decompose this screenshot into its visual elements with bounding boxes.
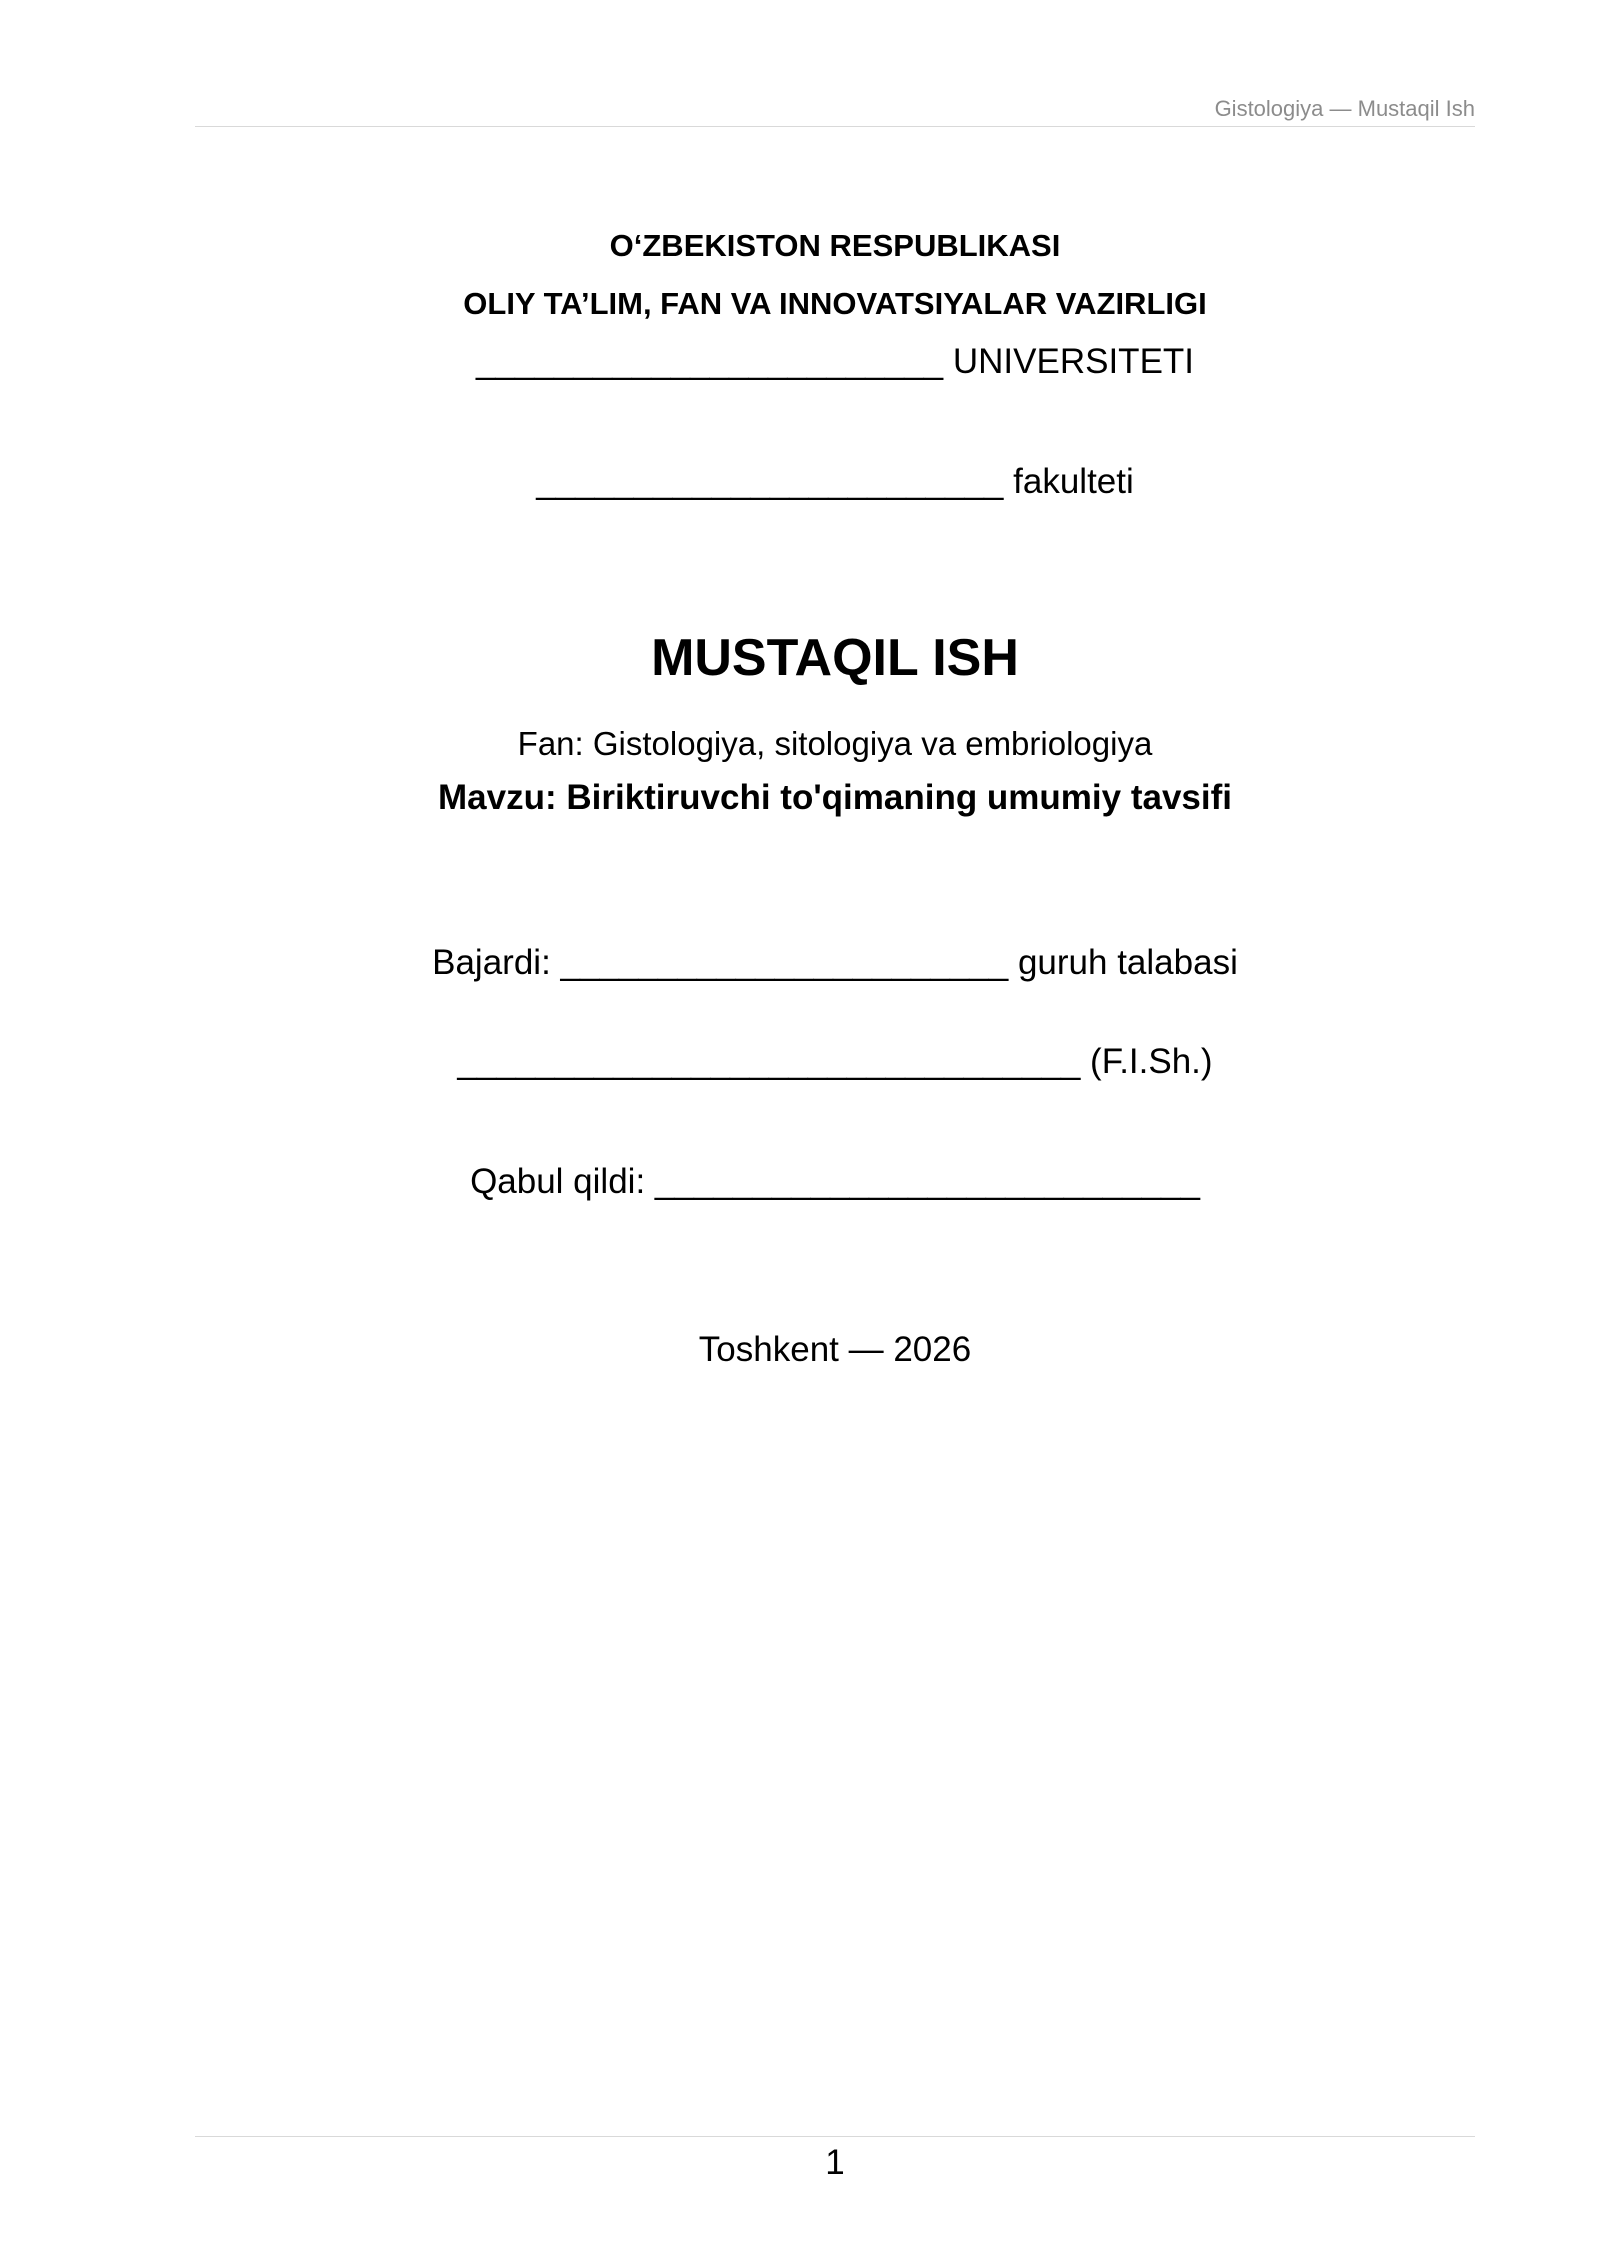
performer-label: Bajardi: [432,943,551,982]
page-footer [195,2136,1475,2182]
student-name-blank: ________________________________ [457,1042,1081,1081]
university-blank: ________________________ [475,342,944,381]
university-line [35,342,1600,382]
student-name-suffix: (F.I.Sh.) [1090,1042,1213,1081]
work-title: MUSTAQIL ISH [651,629,1019,687]
country-name: O‘ZBEKISTON RESPUBLIKASI [609,228,1061,263]
page-header [195,92,1475,127]
performer-blank: _______________________ [560,943,1009,982]
performer-suffix: guruh talabasi [1017,943,1238,982]
city-year: Toshkent — 2026 [698,1330,972,1369]
page-number: 1 [825,2143,845,2182]
subject-line: Fan: Gistologiya, sitologiya va embriologiya [517,725,1153,762]
student-name-line [35,1042,1600,1082]
reviewer-label: Qabul qildi: [470,1162,646,1201]
reviewer-blank: ____________________________ [654,1162,1200,1201]
university-suffix: UNIVERSITETI [952,342,1195,381]
ministry-name: OLIY TA’LIM, FAN VA INNOVATSIYALAR VAZIRLIGI [463,286,1207,321]
reviewer-line [35,1162,1600,1202]
faculty-blank: ________________________ [536,462,1004,501]
performer-line [35,943,1600,983]
topic-line: Mavzu: Biriktiruvchi to'qimaning umumiy tavsifi [438,778,1232,817]
running-title: Gistologiya — Mustaqil Ish [1214,96,1475,121]
faculty-line [35,462,1600,502]
faculty-suffix: fakulteti [1013,462,1134,501]
